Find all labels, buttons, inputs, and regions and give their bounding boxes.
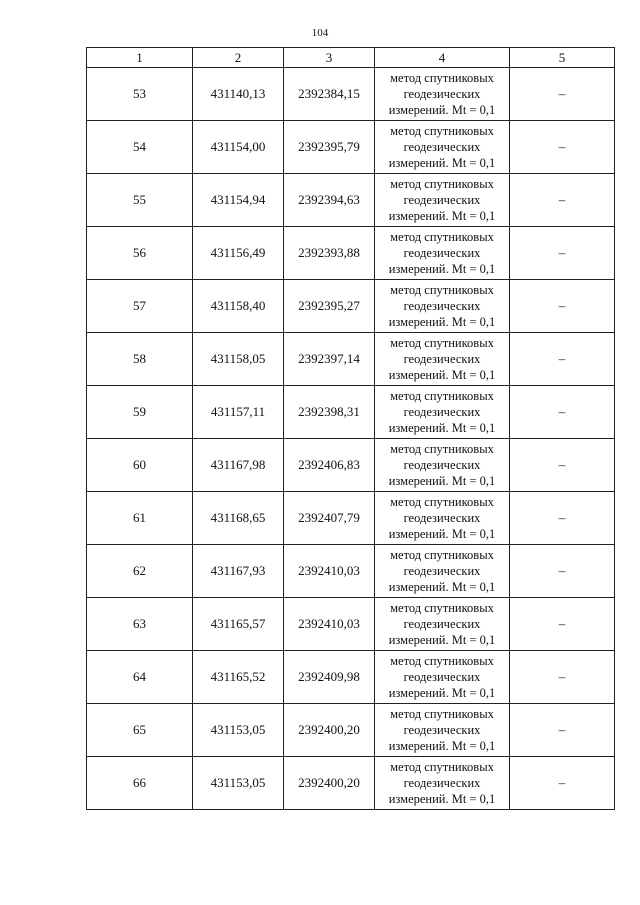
note-cell: –	[510, 386, 615, 439]
y-coordinate-cell: 2392394,63	[284, 174, 375, 227]
method-line: измерений. Mt = 0,1	[388, 209, 496, 223]
point-number-cell: 59	[87, 386, 193, 439]
x-coordinate-cell: 431165,57	[193, 598, 284, 651]
point-number-cell: 63	[87, 598, 193, 651]
x-coordinate-cell: 431168,65	[193, 492, 284, 545]
table-row	[87, 333, 615, 386]
method-line: измерений. Mt = 0,1	[388, 580, 496, 594]
method-line: метод спутниковых	[390, 654, 494, 668]
method-line: измерений. Mt = 0,1	[388, 156, 496, 170]
x-coordinate-cell: 431153,05	[193, 757, 284, 810]
method-line: геодезических	[403, 193, 481, 207]
x-coordinate-cell: 431153,05	[193, 704, 284, 757]
note-cell: –	[510, 492, 615, 545]
column-header-2: 2	[193, 48, 284, 68]
point-number-cell: 60	[87, 439, 193, 492]
point-number-cell: 62	[87, 545, 193, 598]
column-header-4: 4	[375, 48, 510, 68]
point-number-cell: 65	[87, 704, 193, 757]
note-cell: –	[510, 545, 615, 598]
x-coordinate-cell: 431158,40	[193, 280, 284, 333]
method-line: метод спутниковых	[390, 283, 494, 297]
method-line: измерений. Mt = 0,1	[388, 739, 496, 753]
note-cell: –	[510, 757, 615, 810]
method-line: геодезических	[403, 670, 481, 684]
y-coordinate-cell: 2392393,88	[284, 227, 375, 280]
method-cell	[375, 174, 510, 227]
note-cell: –	[510, 439, 615, 492]
method-line: метод спутниковых	[390, 601, 494, 615]
table-row	[87, 280, 615, 333]
method-cell	[375, 439, 510, 492]
note-cell: –	[510, 227, 615, 280]
method-line: измерений. Mt = 0,1	[388, 262, 496, 276]
note-cell: –	[510, 651, 615, 704]
method-line: геодезических	[403, 140, 481, 154]
column-header-5: 5	[510, 48, 615, 68]
method-cell	[375, 598, 510, 651]
x-coordinate-cell: 431154,00	[193, 121, 284, 174]
method-line: измерений. Mt = 0,1	[388, 527, 496, 541]
method-line: геодезических	[403, 405, 481, 419]
method-line: метод спутниковых	[390, 389, 494, 403]
note-cell: –	[510, 68, 615, 121]
note-cell: –	[510, 598, 615, 651]
method-line: метод спутниковых	[390, 442, 494, 456]
point-number-cell: 58	[87, 333, 193, 386]
y-coordinate-cell: 2392397,14	[284, 333, 375, 386]
point-number-cell: 61	[87, 492, 193, 545]
column-header-1: 1	[87, 48, 193, 68]
point-number-cell: 57	[87, 280, 193, 333]
table-row	[87, 227, 615, 280]
method-line: метод спутниковых	[390, 760, 494, 774]
y-coordinate-cell: 2392395,79	[284, 121, 375, 174]
method-cell	[375, 68, 510, 121]
y-coordinate-cell: 2392410,03	[284, 545, 375, 598]
y-coordinate-cell: 2392398,31	[284, 386, 375, 439]
method-cell	[375, 386, 510, 439]
x-coordinate-cell: 431165,52	[193, 651, 284, 704]
method-line: измерений. Mt = 0,1	[388, 792, 496, 806]
method-cell	[375, 704, 510, 757]
point-number-cell: 66	[87, 757, 193, 810]
method-line: метод спутниковых	[390, 548, 494, 562]
method-cell	[375, 757, 510, 810]
method-line: измерений. Mt = 0,1	[388, 315, 496, 329]
method-line: измерений. Mt = 0,1	[388, 368, 496, 382]
point-number-cell: 53	[87, 68, 193, 121]
x-coordinate-cell: 431154,94	[193, 174, 284, 227]
point-number-cell: 54	[87, 121, 193, 174]
y-coordinate-cell: 2392406,83	[284, 439, 375, 492]
note-cell: –	[510, 333, 615, 386]
table-row	[87, 439, 615, 492]
method-line: геодезических	[403, 458, 481, 472]
note-cell: –	[510, 704, 615, 757]
table-row	[87, 598, 615, 651]
point-number-cell: 56	[87, 227, 193, 280]
x-coordinate-cell: 431158,05	[193, 333, 284, 386]
method-cell	[375, 121, 510, 174]
method-cell	[375, 227, 510, 280]
method-cell	[375, 492, 510, 545]
y-coordinate-cell: 2392407,79	[284, 492, 375, 545]
method-line: геодезических	[403, 564, 481, 578]
method-line: геодезических	[403, 246, 481, 260]
y-coordinate-cell: 2392400,20	[284, 757, 375, 810]
table-row	[87, 704, 615, 757]
method-line: метод спутниковых	[390, 230, 494, 244]
note-cell: –	[510, 280, 615, 333]
method-line: геодезических	[403, 617, 481, 631]
coordinates-table	[86, 47, 615, 810]
x-coordinate-cell: 431156,49	[193, 227, 284, 280]
table-row	[87, 492, 615, 545]
point-number-cell: 55	[87, 174, 193, 227]
y-coordinate-cell: 2392395,27	[284, 280, 375, 333]
x-coordinate-cell: 431167,98	[193, 439, 284, 492]
method-line: измерений. Mt = 0,1	[388, 633, 496, 647]
table-row	[87, 757, 615, 810]
note-cell: –	[510, 174, 615, 227]
method-line: метод спутниковых	[390, 177, 494, 191]
method-line: измерений. Mt = 0,1	[388, 421, 496, 435]
y-coordinate-cell: 2392410,03	[284, 598, 375, 651]
x-coordinate-cell: 431157,11	[193, 386, 284, 439]
y-coordinate-cell: 2392384,15	[284, 68, 375, 121]
method-line: метод спутниковых	[390, 336, 494, 350]
method-line: метод спутниковых	[390, 495, 494, 509]
page-number: 104	[311, 27, 329, 39]
table-body	[87, 68, 615, 810]
method-cell	[375, 545, 510, 598]
table-row	[87, 68, 615, 121]
method-line: измерений. Mt = 0,1	[388, 474, 496, 488]
method-line: геодезических	[403, 723, 481, 737]
y-coordinate-cell: 2392409,98	[284, 651, 375, 704]
table-row	[87, 174, 615, 227]
method-cell	[375, 280, 510, 333]
method-cell	[375, 333, 510, 386]
x-coordinate-cell: 431167,93	[193, 545, 284, 598]
table-header-row	[87, 48, 615, 68]
note-cell: –	[510, 121, 615, 174]
method-cell	[375, 651, 510, 704]
method-line: геодезических	[403, 352, 481, 366]
method-line: геодезических	[403, 87, 481, 101]
point-number-cell: 64	[87, 651, 193, 704]
method-line: измерений. Mt = 0,1	[388, 103, 496, 117]
method-line: метод спутниковых	[390, 707, 494, 721]
method-line: геодезических	[403, 511, 481, 525]
x-coordinate-cell: 431140,13	[193, 68, 284, 121]
method-line: метод спутниковых	[390, 71, 494, 85]
column-header-3: 3	[284, 48, 375, 68]
method-line: измерений. Mt = 0,1	[388, 686, 496, 700]
table-row	[87, 651, 615, 704]
table-row	[87, 121, 615, 174]
method-line: метод спутниковых	[390, 124, 494, 138]
table-row	[87, 386, 615, 439]
table-row	[87, 545, 615, 598]
method-line: геодезических	[403, 776, 481, 790]
method-line: геодезических	[403, 299, 481, 313]
y-coordinate-cell: 2392400,20	[284, 704, 375, 757]
